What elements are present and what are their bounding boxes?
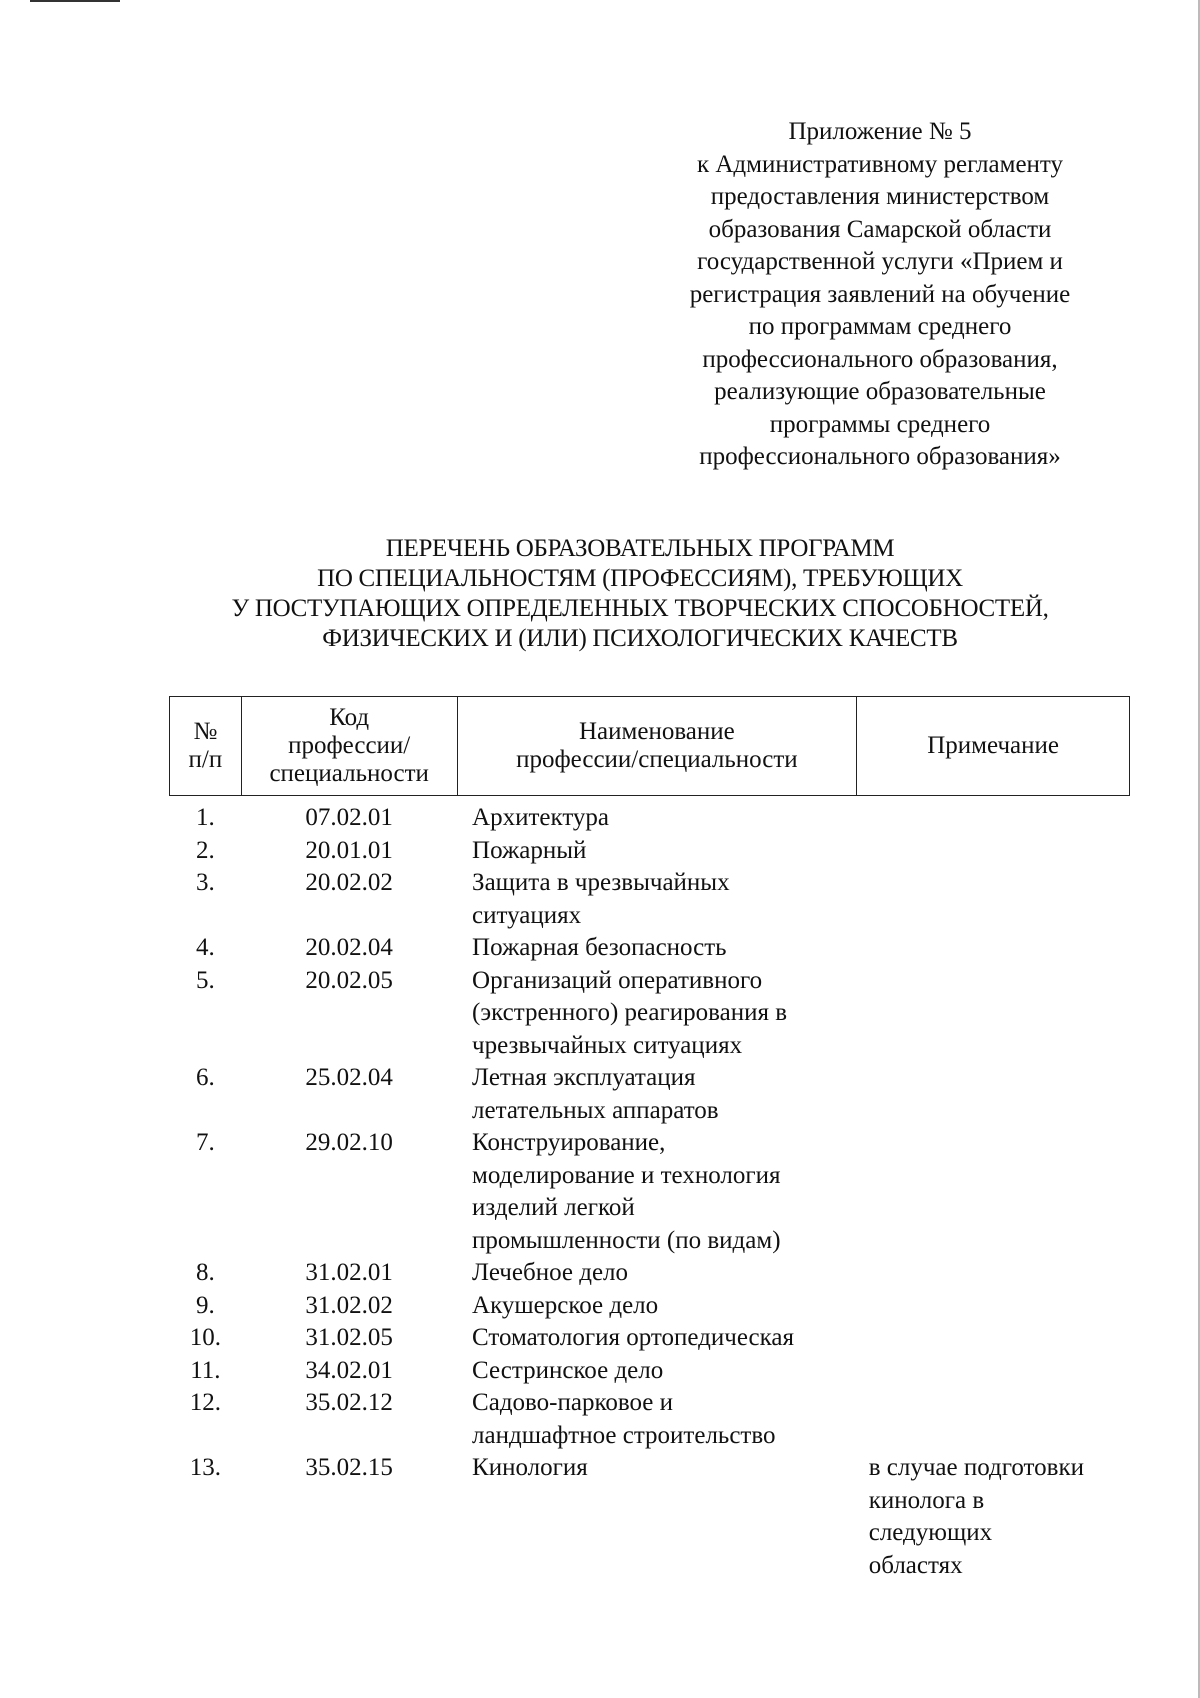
appendix-line: профессионального образования» [699, 443, 1061, 470]
table-body [170, 796, 1130, 1583]
row-number: 8. [196, 1259, 215, 1286]
row-note [857, 932, 1130, 965]
row-note-line: следующих [868, 1519, 993, 1546]
header-number [170, 697, 242, 796]
row-name-line: ландшафтное строительство [472, 1421, 776, 1449]
table-row [170, 1452, 1130, 1582]
row-code: 25.02.04 [305, 1064, 393, 1091]
row-note [857, 802, 1130, 835]
row-number: 1. [196, 804, 215, 831]
row-number: 7. [196, 1129, 215, 1156]
row-name-line: ситуациях [472, 901, 582, 929]
title-line: ПЕРЕЧЕНЬ ОБРАЗОВАТЕЛЬНЫХ ПРОГРАММ [385, 535, 895, 562]
header-code-line: Код [329, 704, 370, 731]
header-code-line: профессии/ [288, 732, 411, 759]
row-code: 20.01.01 [305, 836, 393, 864]
row-name-line: летательных аппаратов [472, 1096, 719, 1124]
programs-table [169, 696, 1130, 1582]
header-code-line: специальности [269, 760, 429, 787]
row-code: 20.02.04 [305, 934, 393, 961]
row-note-line: кинолога в [868, 1486, 985, 1514]
row-code: 29.02.10 [305, 1129, 393, 1156]
row-name-line: Конструирование, [472, 1129, 666, 1156]
row-name-line: Архитектура [472, 804, 610, 831]
row-note [857, 867, 1130, 932]
row-name-line: Лечебное дело [472, 1259, 629, 1286]
row-number: 12. [189, 1389, 222, 1416]
row-name-line: Летная эксплуатация [472, 1064, 696, 1091]
table-row [170, 1062, 1130, 1127]
row-code: 20.02.05 [305, 966, 393, 994]
row-number: 11. [190, 1356, 221, 1384]
row-number: 10. [189, 1324, 222, 1351]
title-line: ФИЗИЧЕСКИХ И (ИЛИ) ПСИХОЛОГИЧЕСКИХ КАЧЕСТВ [322, 625, 958, 652]
row-note [857, 965, 1130, 1063]
row-name [457, 867, 857, 932]
appendix-header [650, 116, 1110, 474]
table-row [170, 1322, 1130, 1355]
row-name [457, 1127, 857, 1257]
scan-top-rule [30, 0, 120, 2]
appendix-line: по программам среднего [748, 313, 1012, 340]
row-number: 3. [196, 869, 215, 896]
row-number: 5. [196, 966, 215, 994]
appendix-line: реализующие образовательные [714, 378, 1046, 405]
row-name [457, 965, 857, 1063]
row-note [857, 1290, 1130, 1323]
header-number-line: п/п [188, 746, 223, 773]
table-row [170, 1257, 1130, 1290]
row-note-line: в случае подготовки [868, 1454, 1084, 1481]
row-name-line: Акушерское дело [472, 1291, 659, 1319]
row-name [457, 1355, 857, 1388]
table-row [170, 1387, 1130, 1452]
header-note-line: Примечание [927, 732, 1059, 759]
row-note [857, 835, 1130, 868]
row-name [457, 1322, 857, 1355]
appendix-line: Приложение № 5 [788, 118, 972, 145]
row-code: 31.02.05 [305, 1324, 393, 1351]
row-name [457, 1290, 857, 1323]
header-name-line: Наименование [579, 718, 735, 745]
header-name-line: профессии/специальности [516, 746, 798, 773]
row-code: 34.02.01 [305, 1356, 393, 1384]
row-name [457, 1062, 857, 1127]
row-code: 31.02.02 [305, 1291, 393, 1319]
title-line: У ПОСТУПАЮЩИХ ОПРЕДЕЛЕННЫХ ТВОРЧЕСКИХ СПОСОБНОСТЕЙ, [231, 595, 1049, 622]
appendix-line: профессионального образования, [702, 345, 1058, 373]
row-code: 07.02.01 [305, 804, 393, 831]
appendix-line: государственной услуги «Прием и [697, 248, 1063, 275]
table-row [170, 1290, 1130, 1323]
row-code: 31.02.01 [305, 1259, 393, 1286]
table-row [170, 835, 1130, 868]
row-note [857, 1257, 1130, 1290]
row-note [857, 1127, 1130, 1257]
row-number: 4. [196, 934, 215, 961]
appendix-line: образования Самарской области [708, 215, 1052, 243]
row-number: 2. [196, 836, 215, 864]
row-name [457, 835, 857, 868]
row-name [457, 802, 857, 835]
row-name-line: промышленности (по видам) [472, 1226, 781, 1254]
header-note [857, 697, 1130, 796]
row-code: 35.02.12 [305, 1389, 393, 1416]
header-number-line: № [193, 718, 218, 745]
row-number: 9. [196, 1291, 215, 1319]
table-header-row [170, 697, 1130, 796]
row-note [857, 1322, 1130, 1355]
row-number: 13. [189, 1454, 222, 1481]
table-row [170, 932, 1130, 965]
title-line: ПО СПЕЦИАЛЬНОСТЯМ (ПРОФЕССИЯМ), ТРЕБУЮЩИХ [317, 565, 963, 592]
row-name-line: Садово-парковое и [472, 1389, 674, 1416]
row-name [457, 1387, 857, 1452]
row-note [857, 1062, 1130, 1127]
table-row [170, 867, 1130, 932]
row-name-line: чрезвычайных ситуациях [472, 1031, 743, 1059]
table-row [170, 1355, 1130, 1388]
row-code: 35.02.15 [305, 1454, 393, 1481]
row-name [457, 1257, 857, 1290]
row-name [457, 932, 857, 965]
table-row [170, 965, 1130, 1063]
row-note [857, 1355, 1130, 1388]
row-note [857, 1387, 1130, 1452]
row-name-line: Кинология [472, 1454, 588, 1481]
row-name [457, 1452, 857, 1582]
row-name-line: Пожарный [472, 836, 587, 864]
row-name-line: Пожарная безопасность [472, 934, 727, 961]
appendix-line: к Административному регламенту [696, 150, 1064, 178]
row-name-line: Защита в чрезвычайных [472, 869, 730, 896]
header-name [457, 697, 857, 796]
table-row [170, 1127, 1130, 1257]
row-note [857, 1452, 1130, 1582]
table-row [170, 802, 1130, 835]
row-number: 6. [196, 1064, 215, 1091]
row-name-line: изделий легкой [472, 1194, 635, 1221]
document-title [160, 534, 1120, 654]
row-name-line: Стоматология ортопедическая [472, 1324, 794, 1351]
header-code [241, 697, 457, 796]
row-name-line: (экстренного) реагирования в [472, 999, 788, 1026]
row-name-line: моделирование и технология [472, 1161, 781, 1189]
row-note-line: областях [868, 1551, 963, 1579]
appendix-line: программы среднего [769, 410, 991, 438]
appendix-line: предоставления министерством [710, 183, 1050, 210]
row-code: 20.02.02 [305, 869, 393, 896]
row-name-line: Организаций оперативного [472, 966, 763, 994]
row-name-line: Сестринское дело [472, 1356, 664, 1384]
appendix-line: регистрация заявлений на обучение [689, 280, 1071, 308]
